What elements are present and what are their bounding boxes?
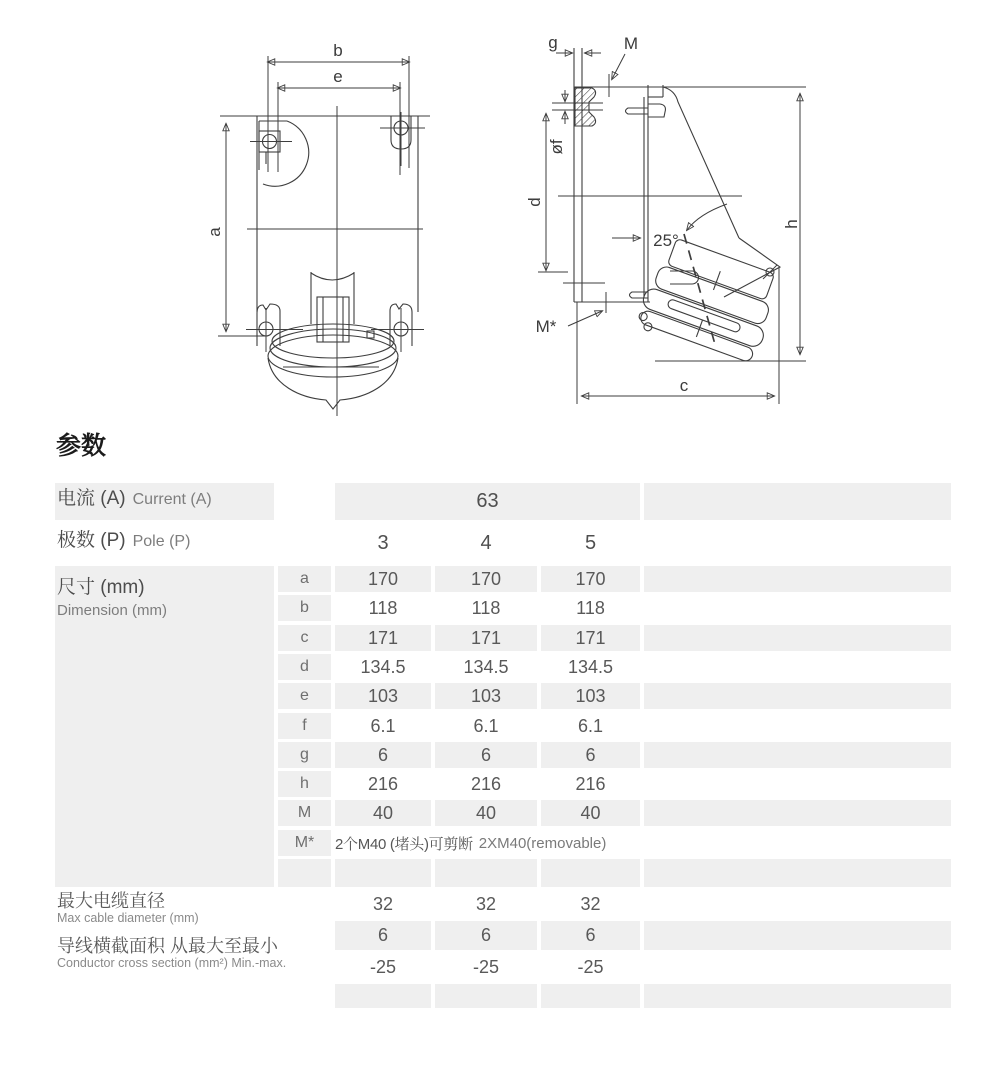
dim-value: 6.1: [370, 715, 396, 736]
dim-key: c: [278, 625, 331, 651]
conductor-value: 6: [435, 921, 537, 950]
dim-value: 134.5: [463, 656, 509, 677]
dim-label-a: a: [205, 227, 224, 237]
dim-value: 134.5: [567, 656, 614, 677]
dim-key: g: [278, 742, 331, 768]
empty-cell: [644, 859, 951, 887]
trailing-cell: [644, 921, 951, 950]
front-view-drawing: [205, 41, 430, 416]
dim-value: 171: [435, 625, 537, 651]
empty-cell: [278, 859, 331, 887]
dim-label-c: c: [679, 376, 689, 395]
trailing-cell: [644, 566, 951, 592]
row-label-pole: [55, 525, 274, 562]
label-current-en: Current (A): [132, 491, 212, 508]
side-view-drawing: [525, 33, 806, 404]
row-label-max-cable: [57, 891, 327, 935]
dim-value: 103: [541, 683, 640, 709]
dim-value: 6: [335, 742, 431, 768]
label-current-zh: 电流 (A): [57, 488, 126, 509]
empty-cell: [644, 984, 951, 1008]
m-star-value: [335, 830, 645, 856]
pole-value: 3: [377, 532, 389, 554]
empty-cell: [335, 859, 431, 887]
empty-cell: [435, 859, 537, 887]
dim-value: 6: [435, 742, 537, 768]
empty-cell: [335, 984, 431, 1008]
dim-value: 103: [335, 683, 431, 709]
trailing-cell: [644, 625, 951, 651]
label-max-cable-zh: 最大电缆直径: [57, 891, 165, 911]
dim-value: 134.5: [360, 656, 406, 677]
max-cable-value: 32: [372, 893, 394, 914]
dim-value: 216: [575, 773, 606, 794]
pole-value: 4: [480, 532, 492, 554]
dim-value: 171: [541, 625, 640, 651]
dim-value: 216: [367, 773, 399, 794]
dim-label-g: g: [548, 33, 558, 52]
max-cable-value: 32: [580, 893, 601, 914]
dim-label-f: øf: [547, 139, 566, 155]
dim-label-d: d: [525, 197, 544, 207]
dim-value: 103: [435, 683, 537, 709]
dim-label-b: b: [333, 41, 343, 60]
empty-cell: [435, 984, 537, 1008]
conductor-value: -25: [472, 956, 499, 977]
trailing-cell: [644, 800, 951, 826]
trailing-cell: [644, 742, 951, 768]
dim-value: 118: [368, 597, 398, 618]
dim-key: M: [278, 800, 331, 826]
dim-value: 118: [576, 597, 605, 618]
label-dimension-zh: 尺寸 (mm): [57, 577, 145, 598]
dim-value: 6.1: [577, 715, 604, 736]
dim-value: 40: [435, 800, 537, 826]
dim-key: h: [278, 771, 331, 797]
dim-value: 216: [470, 773, 502, 794]
dim-key: M*: [278, 830, 331, 856]
label-pole-zh: 极数 (P): [57, 530, 126, 551]
conductor-value: -25: [369, 956, 396, 977]
angle-label: 25°: [653, 231, 679, 250]
dim-value: 6.1: [473, 715, 499, 736]
dim-label-m-star: M*: [535, 317, 557, 336]
dim-label-h: h: [782, 219, 801, 229]
dim-value: 170: [435, 566, 537, 592]
dim-value: 171: [335, 625, 431, 651]
m-star-value-en: 2XM40(removable): [478, 834, 607, 852]
label-conductor-en: Conductor cross section (mm²) Min.-max.: [57, 956, 287, 970]
trailing-cell: [644, 683, 951, 709]
dim-value: 40: [335, 800, 431, 826]
dim-label-e: e: [333, 67, 343, 86]
dim-key: f: [278, 713, 331, 739]
label-pole-en: Pole (P): [132, 533, 191, 550]
max-cable-value: 32: [475, 893, 497, 914]
pole-value: 5: [584, 532, 597, 554]
conductor-value: 6: [335, 921, 431, 950]
label-conductor-zh: 导线横截面积 从最大至最小: [57, 936, 278, 956]
dim-value: 6: [541, 742, 640, 768]
conductor-value: -25: [577, 956, 604, 977]
dim-key: d: [278, 654, 331, 680]
conductor-value: 6: [541, 921, 640, 950]
dim-key: b: [278, 595, 331, 621]
technical-drawings: [0, 0, 1001, 425]
empty-cell: [541, 859, 640, 887]
label-max-cable-en: Max cable diameter (mm): [57, 911, 199, 925]
row-label-current: [55, 483, 274, 520]
dim-value: 170: [541, 566, 640, 592]
empty-cell: [541, 984, 640, 1008]
row-label-dimension: [55, 566, 274, 887]
m-star-value-zh: 2个M40 (堵头)可剪断: [335, 835, 473, 853]
row-label-conductor: [57, 936, 337, 980]
dim-key: e: [278, 683, 331, 709]
dim-value: 118: [471, 597, 501, 618]
label-dimension-en: Dimension (mm): [57, 602, 168, 619]
dim-key: a: [278, 566, 331, 592]
page-title: 参数: [56, 432, 107, 460]
current-trailing-cell: [644, 483, 951, 520]
current-value: 63: [335, 483, 640, 520]
dim-value: 40: [541, 800, 640, 826]
dim-value: 170: [335, 566, 431, 592]
dim-label-m: M: [623, 34, 639, 53]
